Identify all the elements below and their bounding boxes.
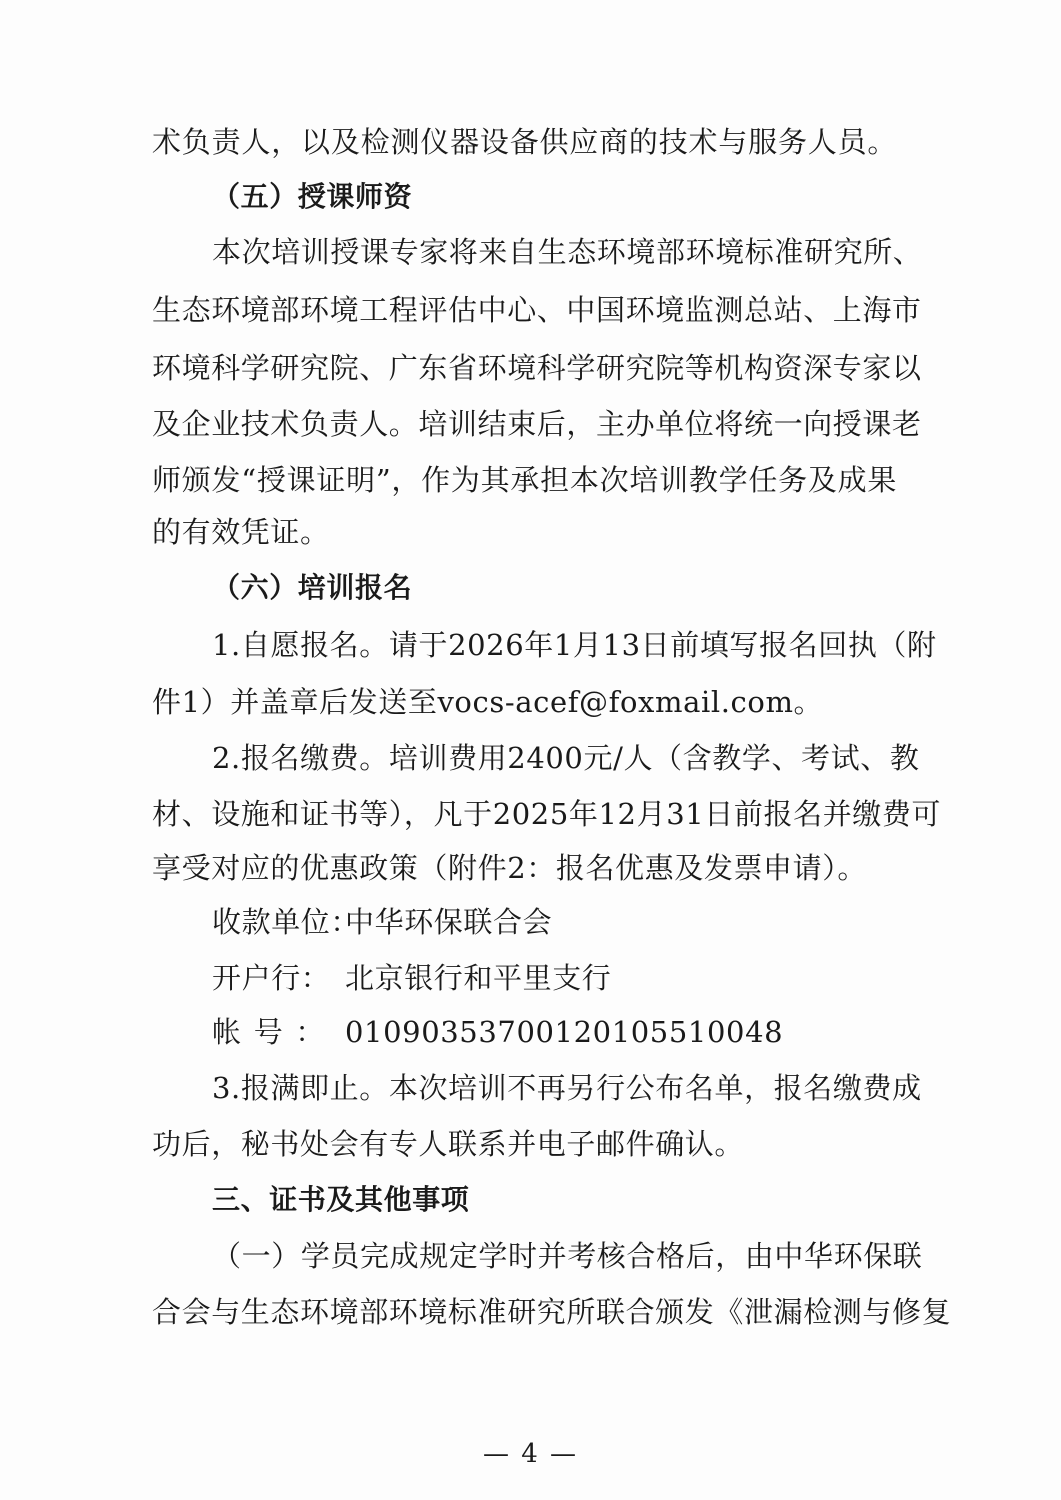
account-label: 帐号：	[212, 1015, 325, 1049]
text-line: （一）学员完成规定学时并考核合格后，由中华环保联	[212, 1239, 923, 1273]
text-line: 材、设施和证书等），凡于2025年12月31日前报名并缴费可	[152, 797, 942, 831]
text-line: 的有效凭证。	[152, 515, 330, 549]
section-heading-faculty: （五）授课师资	[212, 180, 413, 213]
payment-account-row	[212, 1012, 897, 1052]
payee-value: 中华环保联合会	[345, 905, 553, 939]
account-value: 01090353700120105510048	[345, 1015, 784, 1049]
text-line: 师颁发“授课证明”，作为其承担本次培训教学任务及成果	[152, 463, 897, 497]
text-line: 本次培训授课专家将来自生态环境部环境标准研究所、	[212, 235, 923, 269]
section-heading-certificates: 三、证书及其他事项	[212, 1183, 470, 1216]
text-line: 2.报名缴费。培训费用2400元/人（含教学、考试、教	[212, 741, 920, 775]
page-number: — 4 —	[482, 1439, 579, 1469]
section-heading-registration: （六）培训报名	[212, 571, 413, 604]
text-line: 生态环境部环境工程评估中心、中国环境监测总站、上海市	[152, 293, 922, 327]
text-line: 合会与生态环境部环境标准研究所联合颁发《泄漏检测与修复	[152, 1295, 952, 1329]
text-line: 术负责人，以及检测仪器设备供应商的技术与服务人员。	[152, 125, 897, 159]
payment-payee-row	[212, 902, 897, 942]
payment-bank-row	[212, 958, 897, 998]
text-line: 享受对应的优惠政策（附件2：报名优惠及发票申请）。	[152, 851, 867, 885]
text-line: 及企业技术负责人。培训结束后，主办单位将统一向授课老	[152, 407, 922, 441]
payee-label: 收款单位：	[212, 905, 361, 939]
text-line: 环境科学研究院、广东省环境科学研究院等机构资深专家以	[152, 351, 922, 385]
text-line: 3.报满即止。本次培训不再另行公布名单，报名缴费成	[212, 1071, 922, 1105]
bank-value: 北京银行和平里支行	[345, 961, 612, 995]
text-line: 1.自愿报名。请于2026年1月13日前填写报名回执（附	[212, 628, 937, 662]
bank-label: 开户行：	[212, 961, 331, 995]
text-line: 功后，秘书处会有专人联系并电子邮件确认。	[152, 1127, 745, 1161]
text-line-email: 件1）并盖章后发送至vocs-acef@foxmail.com。	[152, 685, 824, 719]
